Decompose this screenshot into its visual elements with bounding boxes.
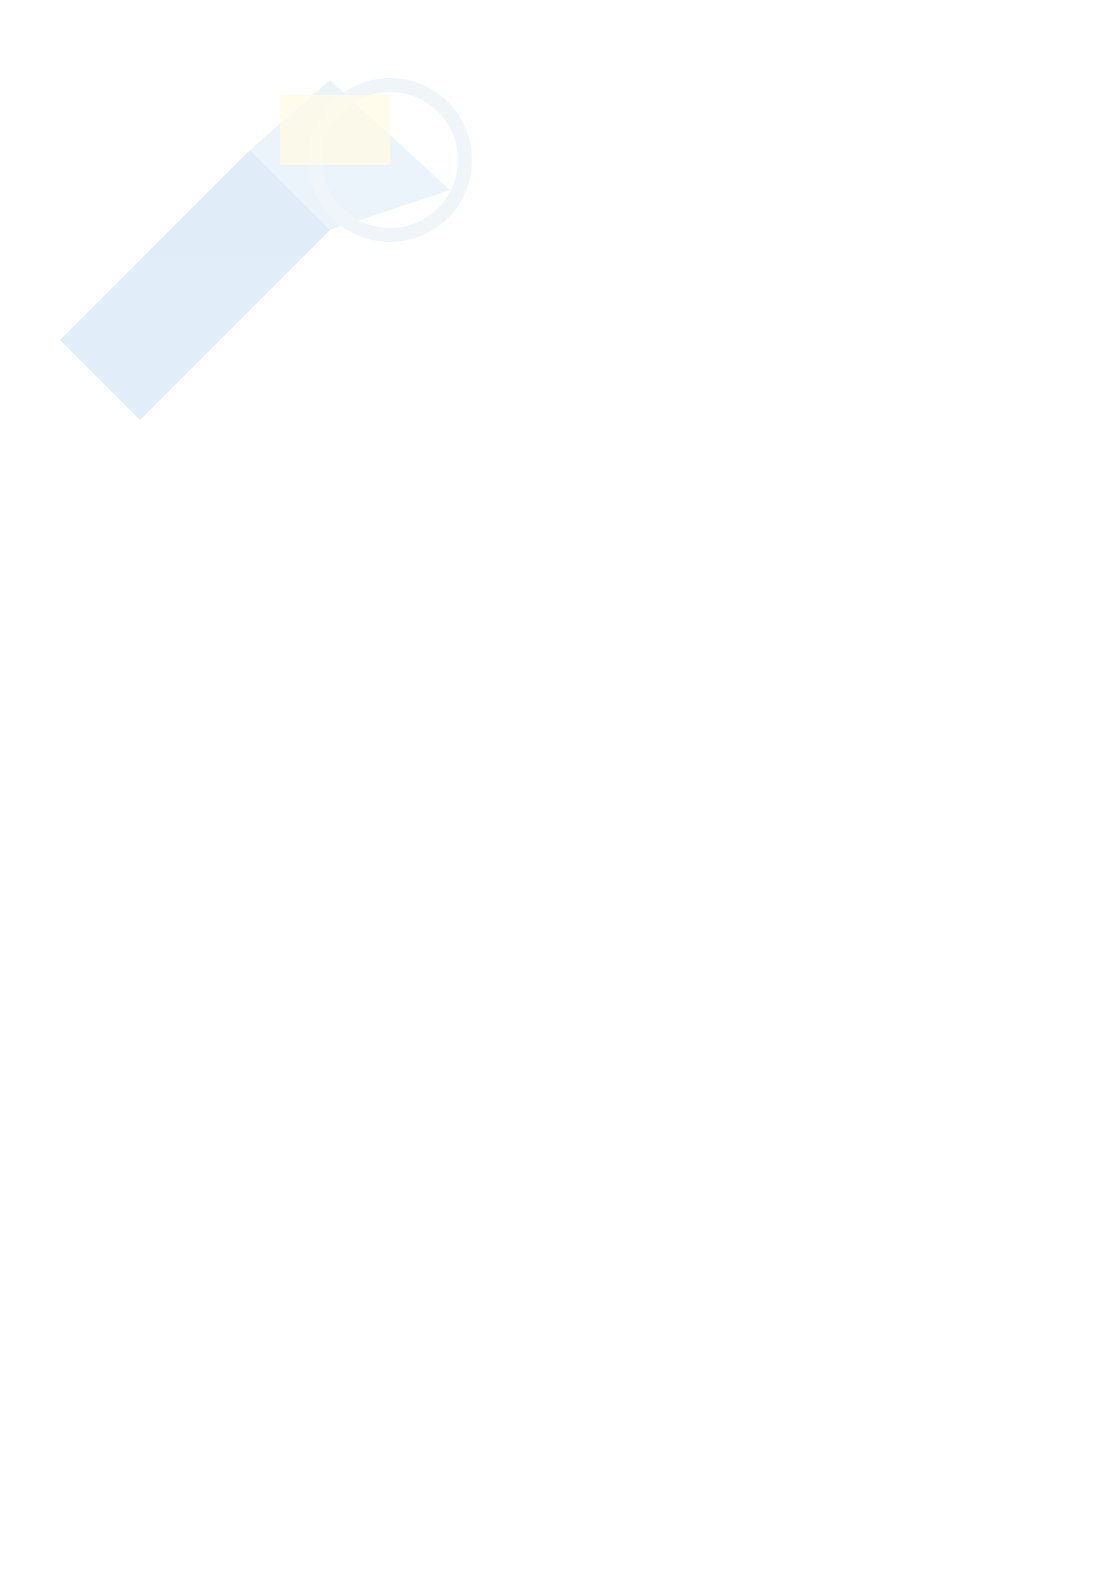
document-page: [116, 90, 1008, 526]
futhork-rune-chart: [116, 96, 516, 451]
futhork-section: [116, 90, 1008, 526]
